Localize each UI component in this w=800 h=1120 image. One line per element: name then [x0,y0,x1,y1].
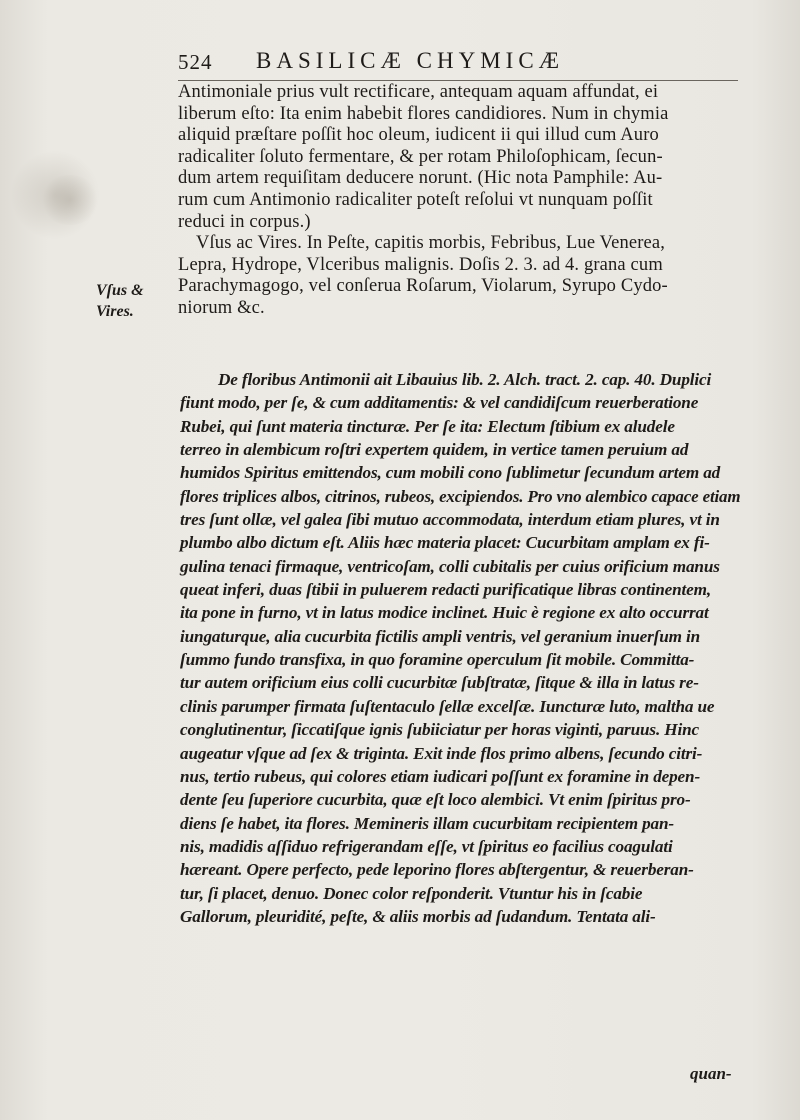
text-line: niorum &c. [178,297,265,318]
text-line: ita pone in furno, vt in latus modice inclinet. Huic è regione ex alto occurrat [180,603,709,623]
text-line: tur autem orificium eius colli cucurbitæ ſubſtratæ, ſitque & illa in latus re- [180,673,699,693]
body-paragraph-2 [180,368,740,928]
running-head-title: BASILICÆ CHYMICÆ [256,48,565,73]
text-line: radicaliter ſoluto fermentare, & per rotam Philoſophicam, ſecun- [178,146,663,167]
text-line: queat inferi, duas ſtibii in puluerem redacti purificatique libras continentem, [180,580,712,600]
text-line: plumbo albo dictum eſt. Aliis hæc materia placet: Cucurbitam amplam ex fi- [180,533,710,553]
text-line: tres ſunt ollæ, vel galea ſibi mutuo accommodata, interdum etiam plures, vt in [180,510,720,530]
text-line: Vſus ac Vires. In Peſte, capitis morbis, Febribus, Lue Venerea, [196,233,666,254]
text-line: tur, ſi placet, denuo. Donec color reſponderit. Vtuntur his in ſcabie [180,883,643,903]
body-paragraph-1 [178,82,738,320]
text-line: Gallorum, pleuridité, peſte, & aliis morbis ad ſudandum. Tentata ali- [180,906,656,926]
margin-note-line: Vſus & [96,282,144,299]
text-line: conglutinentur, ſiccatiſque ignis ſubiiciatur per horas viginti, paruus. Hinc [180,720,699,740]
text-line: clinis parumper firmata ſuſtentaculo ſellæ excelſæ. Iuncturæ luto, maltha ue [180,696,715,716]
text-line: Parachymagogo, vel conſerua Roſarum, Violarum, Syrupo Cydo- [178,276,668,297]
text-line: rum cum Antimonio radicaliter poteſt reſolui vt nunquam poſſit [178,189,653,210]
text-line: De floribus Antimonii ait Libauius lib. 2. Alch. tract. 2. cap. 40. Duplici [218,370,712,389]
text-line: Lepra, Hydrope, Vlceribus malignis. Doſis 2. 3. ad 4. grana cum [178,254,663,275]
running-header [178,46,738,82]
text-line: aliquid præſtare poſſit hoc oleum, iudicent ii qui illud cum Auro [178,125,659,146]
paper-stain [40,175,100,225]
margin-note [96,280,166,322]
text-line: augeatur vſque ad ſex & triginta. Exit inde flos primo albens, ſecundo citri- [180,743,703,763]
text-line: nus, tertio rubeus, qui colores etiam iudicari poſſunt ex foramine in depen- [180,766,701,786]
header-rule [178,80,738,81]
text-line: dum artem requiſitam deducere norunt. (Hic nota Pamphile: Au- [178,168,663,189]
catchword: quan- [690,1064,732,1083]
text-line: terreo in alembicum roſtri expertem quidem, in vertice tamen peruium ad [180,440,689,460]
text-line: iungaturque, alia cucurbita fictilis ampli ventris, vel geranium inuerſum in [180,626,701,646]
text-line: hæreant. Opere perfecto, pede leporino flores abſtergentur, & reuerberan- [180,860,694,880]
text-line: diens ſe habet, ita flores. Memineris illam cucurbitam recipientem pan- [180,813,674,833]
text-line: nis, madidis aſſiduo refrigerandam eſſe, vt ſpiritus eo facilius coagulati [180,836,673,856]
text-line: liberum eſto: Ita enim habebit flores candidiores. Num in chymia [178,103,669,124]
text-line: gulina tenaci firmaque, ventricoſam, colli cubitalis per cuius orificium manus [180,556,720,576]
text-line: reduci in corpus.) [178,211,311,232]
text-line: Rubei, qui ſunt materia tincturæ. Per ſe ita: Electum ſtibium ex aludele [180,416,675,436]
text-line: fiunt modo, per ſe, & cum additamentis: & vel candidiſcum reuerberatione [180,393,699,413]
text-line: humidos Spiritus emittendos, cum mobili cono ſublimetur ſecundum artem ad [180,463,721,483]
text-line: dente ſeu ſuperiore cucurbita, quæ eſt loco alembici. Vt enim ſpiritus pro- [180,790,691,810]
margin-note-line: Vires. [96,303,134,320]
text-line: flores triplices albos, citrinos, rubeos, excipiendos. Pro vno alembico capace etiam [180,486,741,506]
page-number: 524 [178,50,213,74]
text-line: ſummo fundo transfixa, in quo foramine operculum ſit mobile. Committa- [180,650,695,670]
text-line: Antimoniale prius vult rectificare, antequam aquam affundat, ei [178,82,659,102]
